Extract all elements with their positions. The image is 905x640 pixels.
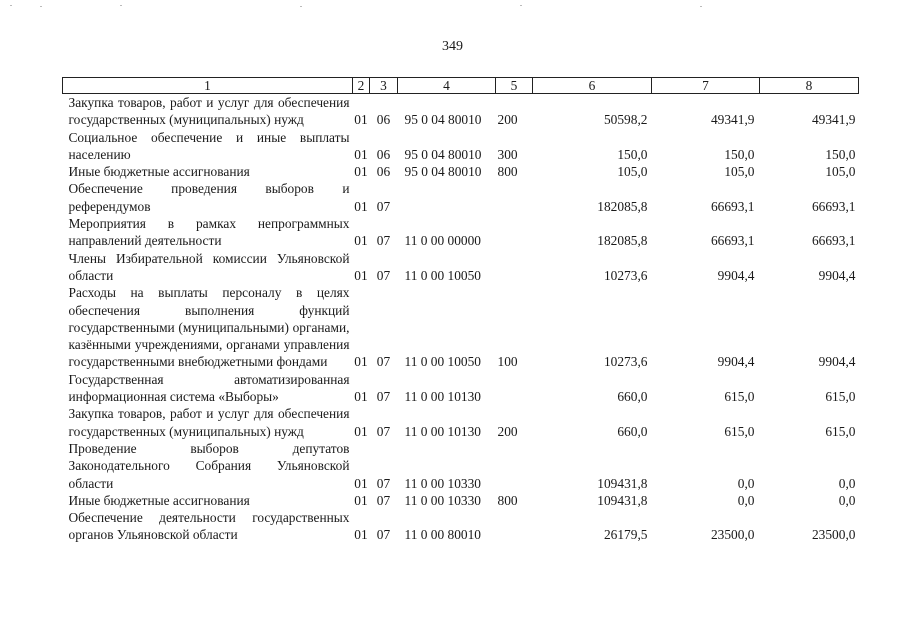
section-code-cell: 01 [354,389,368,405]
amount-col8-cell: 66693,1 [811,198,856,214]
target-article-cell: 11 0 00 10130 [404,389,481,405]
column-header: 7 [652,78,760,94]
table-row [63,492,859,509]
row-name-cell: Обеспечение деятельности государственных органов Ульяновской области [68,510,350,543]
section-code-cell: 01 [354,354,368,370]
section-code-cell: 01 [354,267,368,283]
scan-mark [10,5,12,6]
section-code-cell: 01 [354,475,368,491]
expense-type-cell [496,180,533,215]
amount-col6-cell: 105,0 [617,164,648,180]
subsection-code-cell: 07 [376,475,391,491]
amount-col8-cell: 105,0 [825,164,856,180]
page-number: 349 [442,39,463,54]
amount-col8-cell: 0,0 [838,492,856,508]
amount-col7-cell: 105,0 [724,164,755,180]
expense-type-cell [496,371,533,406]
subsection-code-cell: 07 [376,198,391,214]
target-article-cell: 11 0 00 10050 [404,267,481,283]
row-name-cell: Закупка товаров, работ и услуг для обеспечения государственных (муниципальных) нужд [68,95,350,128]
column-header: 8 [760,78,859,94]
section-code-cell: 01 [354,233,368,249]
amount-col6-cell: 26179,5 [603,527,648,543]
table-row [63,284,859,370]
amount-col6-cell: 10273,6 [603,354,648,370]
amount-col8-cell: 9904,4 [818,267,856,283]
row-name-cell: Обеспечение проведения выборов и референдумов [68,181,350,214]
expense-type-cell [496,440,533,492]
row-name-cell: Проведение выборов депутатов Законодательного Собрания Ульяновской области [68,440,350,491]
expense-type-cell: 200 [497,423,518,439]
section-code-cell: 01 [354,146,368,162]
amount-col7-cell: 9904,4 [717,267,755,283]
amount-col6-cell: 109431,8 [597,492,648,508]
amount-col7-cell: 0,0 [737,492,755,508]
section-code-cell: 01 [354,164,368,180]
row-name-cell: Иные бюджетные ассигнования [68,492,250,508]
row-name-cell: Члены Избирательной комиссии Ульяновской области [68,250,350,283]
subsection-code-cell: 07 [376,423,391,439]
budget-table [62,77,859,544]
expense-type-cell [496,250,533,285]
section-code-cell: 01 [354,492,368,508]
section-code-cell: 01 [354,112,368,128]
target-article-cell: 95 0 04 80010 [404,112,482,128]
amount-col7-cell: 615,0 [724,389,755,405]
table-header-row [63,78,859,94]
expense-type-cell: 100 [497,354,518,370]
target-article-cell: 11 0 00 10330 [404,475,481,491]
row-name-cell: Социальное обеспечение и иные выплаты населению [68,129,350,162]
table-row [63,94,859,129]
table-row [63,440,859,492]
expense-type-cell [496,215,533,250]
target-article-cell: 11 0 00 10130 [404,423,481,439]
column-header: 3 [370,78,398,94]
target-article-cell: 11 0 00 00000 [404,233,481,249]
subsection-code-cell: 06 [376,146,391,162]
amount-col7-cell: 0,0 [737,475,755,491]
amount-col8-cell: 615,0 [825,423,856,439]
amount-col8-cell: 23500,0 [811,527,856,543]
amount-col8-cell: 9904,4 [818,354,856,370]
amount-col6-cell: 660,0 [617,389,648,405]
row-name-cell: Мероприятия в рамках непрограммных направлений деятельности [68,216,350,249]
row-name-cell: Государственная автоматизированная информационная система «Выборы» [68,371,350,405]
amount-col7-cell: 66693,1 [710,233,755,249]
table-row [63,180,859,215]
amount-col8-cell: 615,0 [825,389,856,405]
amount-col6-cell: 182085,8 [597,198,648,214]
column-header: 1 [63,78,353,94]
subsection-code-cell: 07 [376,389,391,405]
amount-col7-cell: 9904,4 [717,354,755,370]
column-header: 5 [496,78,533,94]
subsection-code-cell: 07 [376,527,391,543]
amount-col6-cell: 182085,8 [597,233,648,249]
target-article-cell [398,180,496,215]
expense-type-cell: 300 [497,146,518,162]
target-article-cell: 11 0 00 80010 [404,527,481,543]
target-article-cell: 11 0 00 10050 [404,354,481,370]
table-row [63,215,859,250]
scan-mark [40,6,42,7]
scan-mark [300,6,302,7]
amount-col8-cell: 0,0 [838,475,856,491]
scan-mark [520,5,522,6]
table-row [63,371,859,406]
amount-col7-cell: 150,0 [724,146,755,162]
amount-col7-cell: 615,0 [724,423,755,439]
subsection-code-cell: 07 [376,492,391,508]
amount-col7-cell: 49341,9 [710,112,755,128]
row-name-cell: Иные бюджетные ассигнования [68,164,250,180]
amount-col6-cell: 150,0 [617,146,648,162]
section-code-cell: 01 [354,198,368,214]
table-row [63,509,859,544]
target-article-cell: 11 0 00 10330 [404,492,481,508]
amount-col6-cell: 109431,8 [597,475,648,491]
table-body [63,94,859,544]
subsection-code-cell: 06 [376,112,391,128]
target-article-cell: 95 0 04 80010 [404,146,482,162]
amount-col7-cell: 66693,1 [710,198,755,214]
table-row [63,405,859,440]
row-name-cell: Закупка товаров, работ и услуг для обеспечения государственных (муниципальных) нужд [68,406,350,439]
subsection-code-cell: 07 [376,354,391,370]
amount-col6-cell: 50598,2 [603,112,648,128]
expense-type-cell: 200 [497,112,518,128]
section-code-cell: 01 [354,423,368,439]
amount-col8-cell: 66693,1 [811,233,856,249]
amount-col8-cell: 49341,9 [811,112,856,128]
table-row [63,250,859,285]
target-article-cell: 95 0 04 80010 [404,164,482,180]
expense-type-cell: 800 [497,492,518,508]
subsection-code-cell: 06 [376,164,391,180]
subsection-code-cell: 07 [376,233,391,249]
column-header: 6 [533,78,652,94]
amount-col7-cell: 23500,0 [710,527,755,543]
scan-mark [700,6,702,7]
amount-col6-cell: 660,0 [617,423,648,439]
expense-type-cell [496,509,533,544]
column-header: 4 [398,78,496,94]
amount-col6-cell: 10273,6 [603,267,648,283]
scan-mark [120,5,122,6]
column-header: 2 [353,78,370,94]
subsection-code-cell: 07 [376,267,391,283]
table-row [63,129,859,164]
row-name-cell: Расходы на выплаты персоналу в целях обеспечения выполнения функций государственными (муниципальными) органами, казёнными учреждениями, органами управления государственными внебюджетными фондами [68,285,350,370]
table-row [63,163,859,180]
amount-col8-cell: 150,0 [825,146,856,162]
expense-type-cell: 800 [497,164,518,180]
section-code-cell: 01 [354,527,368,543]
